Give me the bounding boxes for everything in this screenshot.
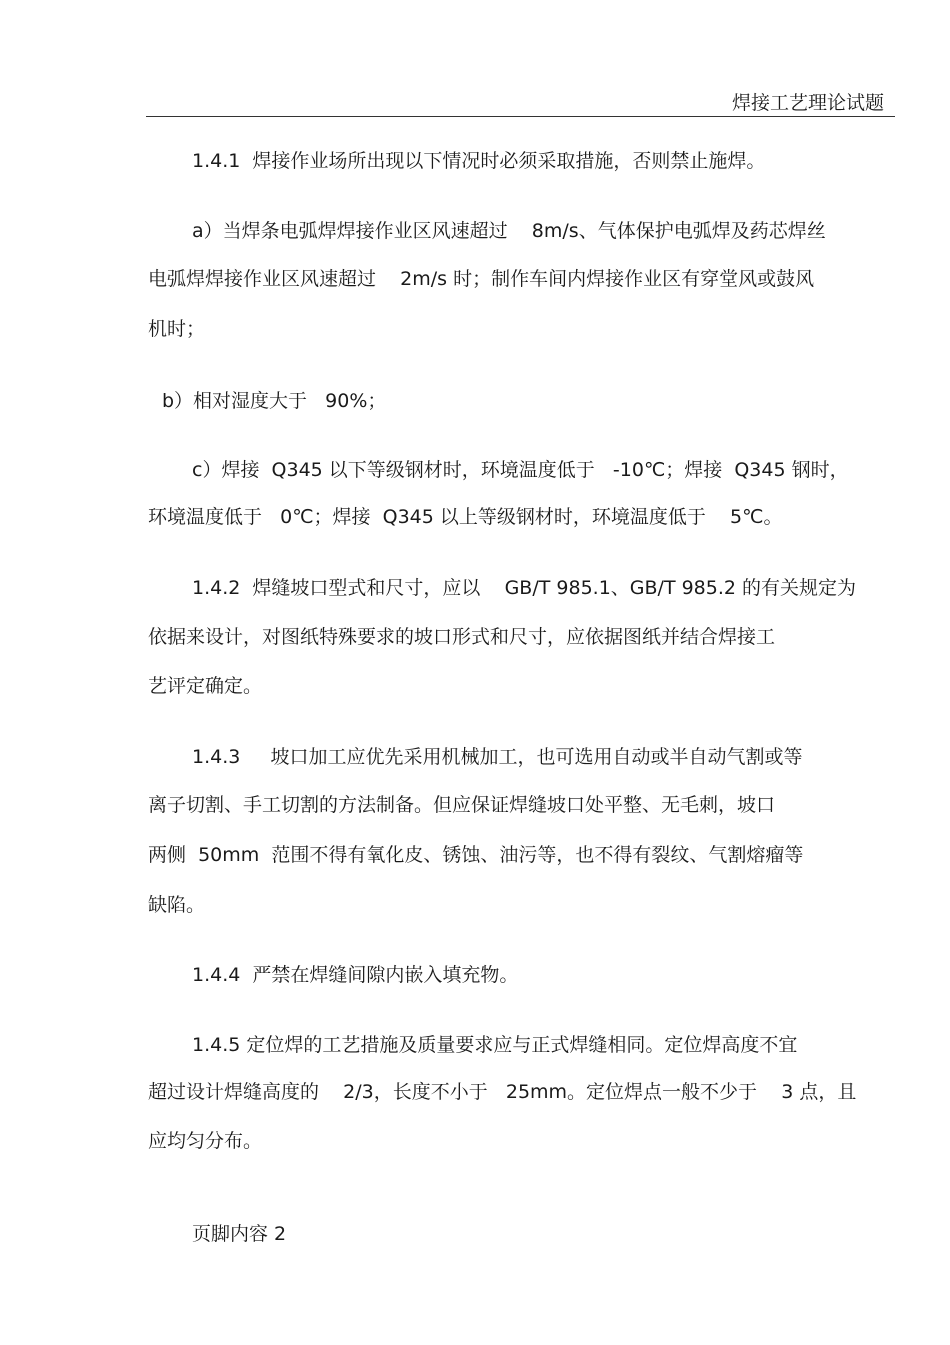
header-title: 焊接工艺理论试题	[731, 92, 884, 114]
text-line: 1.4.3 坡口加工应优先采用机械加工，也可选用自动或半自动气割或等	[192, 746, 803, 768]
text-line: 机时；	[148, 318, 206, 340]
text-line: 两侧 50mm 范围不得有氧化皮、锈蚀、油污等，也不得有裂纹、气割熔瘤等	[148, 844, 804, 866]
text-line: 电弧焊焊接作业区风速超过 2m/s 时；制作车间内焊接作业区有穿堂风或鼓风	[148, 268, 815, 290]
text-line: 应均匀分布。	[148, 1130, 263, 1152]
header-divider	[146, 116, 895, 117]
text-line: a）当焊条电弧焊焊接作业区风速超过 8m/s、气体保护电弧焊及药芯焊丝	[192, 220, 826, 242]
text-line: c）焊接 Q345 以下等级钢材时，环境温度低于 -10℃；焊接 Q345 钢时，	[192, 459, 849, 481]
page-footer: 页脚内容 2	[192, 1223, 287, 1245]
text-line: 1.4.2 焊缝坡口型式和尺寸，应以 GB/T 985.1、GB/T 985.2 的有关规定为	[192, 577, 857, 599]
text-line: 离子切割、手工切割的方法制备。但应保证焊缝坡口处平整、无毛刺，坡口	[148, 794, 776, 816]
text-line: 环境温度低于 0℃；焊接 Q345 以上等级钢材时，环境温度低于 5℃。	[148, 506, 783, 528]
text-line: 依据来设计，对图纸特殊要求的坡口形式和尺寸，应依据图纸并结合焊接工	[148, 626, 776, 648]
text-line: 1.4.4 严禁在焊缝间隙内嵌入填充物。	[192, 964, 519, 986]
text-line: 艺评定确定。	[148, 675, 263, 697]
text-line: 超过设计焊缝高度的 2/3，长度不小于 25mm。定位焊点一般不少于 3 点，且	[148, 1081, 857, 1103]
text-line: 缺陷。	[148, 894, 206, 916]
text-line: 1.4.1 焊接作业场所出现以下情况时必须采取措施，否则禁止施焊。	[192, 150, 766, 172]
text-line: b）相对湿度大于 90%；	[162, 390, 387, 412]
text-line: 1.4.5 定位焊的工艺措施及质量要求应与正式焊缝相同。定位焊高度不宜	[192, 1034, 798, 1056]
